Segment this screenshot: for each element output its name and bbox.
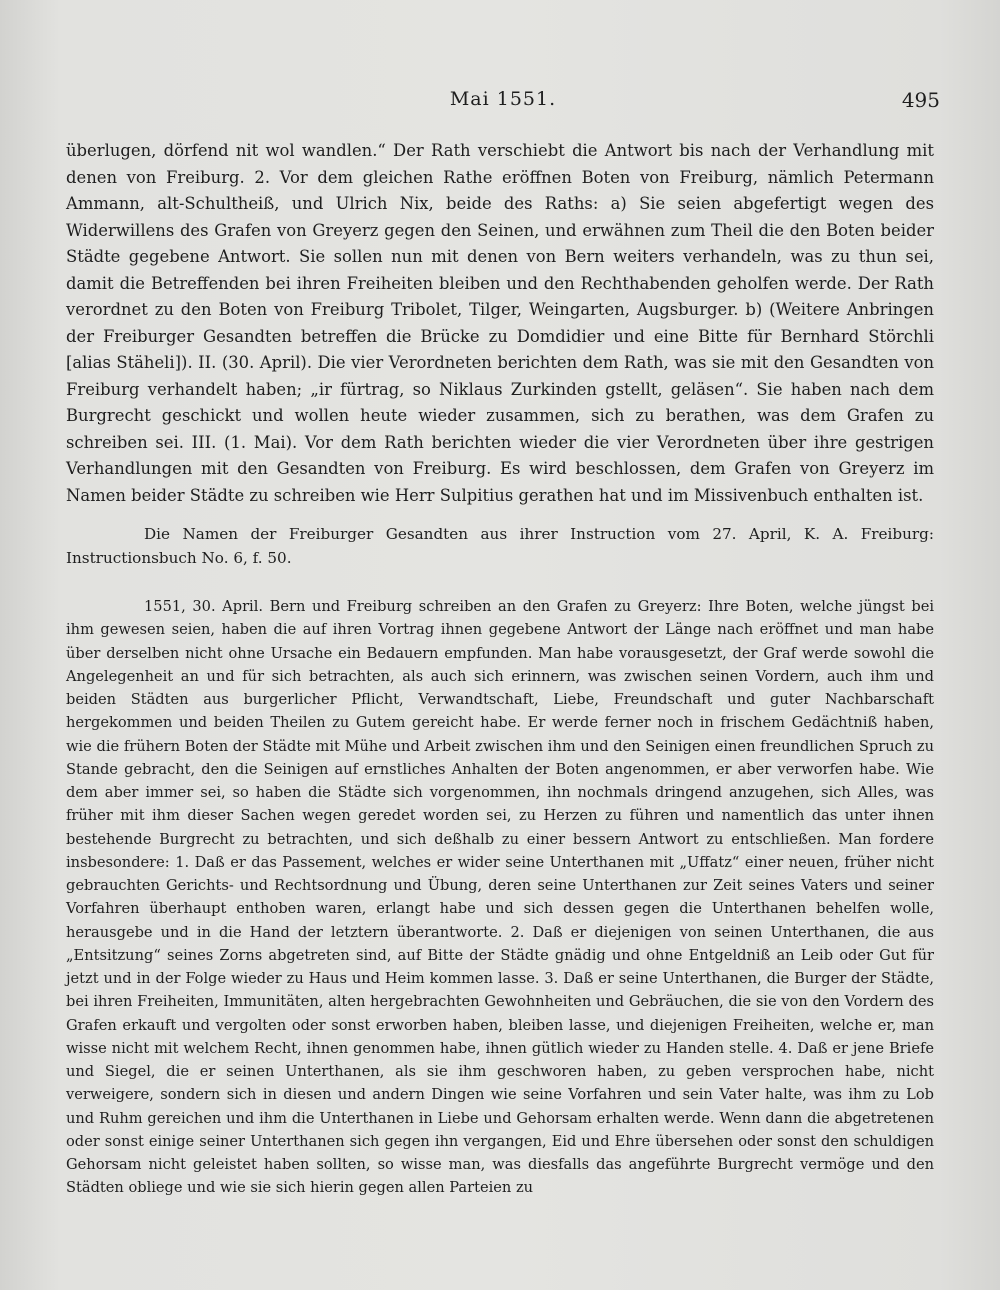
paragraph-letter-to-count: 1551, 30. April. Bern und Freiburg schreiben an den Grafen zu Greyerz: Ihre Boten, welche jüngst bei ihm gewesen seien, haben die auf ihren Vortrag ihnen gegebene Antwort der Länge nach eröffnet und man habe über derselben nicht ohne Ursache ein Bedauern empfunden. Man habe vorausgesetzt, der Graf werde sowohl die Angelegenheit an und für sich betrachten, als auch sich erinnern, was zwischen seinen Vordern, auch ihm und beiden Städten aus burgerlicher Pflicht, Verwandtschaft, Liebe, Freundschaft und guter Nachbarschaft hergekommen und beiden Theilen zu Gutem gereicht habe. Er werde ferner noch in frischem Gedächtniß haben, wie die frühern Boten der Städte mit Mühe und Arbeit zwischen ihm und den Seinigen einen freundlichen Spruch zu Stande gebracht, den die Seinigen auf ernstliches Anhalten der Boten angenommen, er aber verworfen habe. Wie dem aber immer sei, so haben die Städte sich vorgenommen, ihn nochmals dringend anzugehen, sich Alles, was früher mit ihm dieser Sachen wegen geredet worden sei, zu Herzen zu führen und namentlich das unter ihnen bestehende Burgrecht zu betrachten, und sich deßhalb zu einer bessern Antwort zu entschließen. Man fordere insbesondere: 1. Daß er das Passement, welches er wider seine Unterthanen mit „Uffatz“ einer neuen, früher nicht gebrauchten Gerichts- und Rechtsordnung und Übung, deren seine Unterthanen zur Zeit seines Vaters und seiner Vorfahren überhaupt enthoben waren, erlangt habe und sich dessen gegen die Unterthanen behelfen wolle, herausgebe und in die Hand der letztern überantworte. 2. Daß er diejenigen von seinen Unterthanen, die aus „Entsitzung“ seines Zorns abgetreten sind, auf Bitte der Städte gnädig und ohne Entgeldniß an Leib oder Gut für jetzt und in der Folge wieder zu Haus und Heim kommen lasse. 3. Daß er seine Unterthanen, die Burger der Städte, bei ihren Freiheiten, Immunitäten, alten hergebrachten Gewohnheiten und Gebräuchen, die sie von den Vordern des Grafen erkauft und vergolten oder sonst erworben haben, bleiben lasse, und diejenigen Freiheiten, welche er, man wisse nicht mit welchem Recht, ihnen genommen habe, ihnen gütlich wieder zu Handen stelle. 4. Daß er jene Briefe und Siegel, die er seinen Unterthanen, als sie ihm geschworen haben, zu geben versprochen habe, nicht verweigere, sondern sich in diesen und andern Dingen wie seine Vorfahren und sein Vater halte, was ihm zu Lob und Ruhm gereichen und ihm die Unterthanen in Liebe und Gehorsam erhalten werde. Wenn dann die abgetretenen oder sonst einige seiner Unterthanen sich gegen ihn vergangen, Eid und Ehre übersehen oder sonst den schuldigen Gehorsam nicht geleistet haben sollten, so wisse man, was diesfalls das angeführte Burgrecht vermöge und den Städten obliege und wie sie sich hierin gegen allen Parteien zu <box>66 598 934 1197</box>
running-head: Mai 1551. <box>449 88 557 110</box>
paragraph-council-proceedings: überlugen, dörfend nit wol wandlen.“ Der Rath verschiebt die Antwort bis nach der Verhandlung mit denen von Freiburg. 2. Vor dem gleichen Rathe eröffnen Boten von Freiburg, nämlich Petermann Ammann, alt-Schultheiß, und Ulrich Nix, beide des Raths: a) Sie seien abgefertigt wegen des Widerwillens des Grafen von Greyerz gegen den Seinen, und erwähnen zum Theil die den Boten beider Städte gegebene Antwort. Sie sollen nun mit denen von Bern weiters verhandeln, was zu thun sei, damit die Betreffenden bei ihren Freiheiten bleiben und den Rechthabenden geholfen werde. Der Rath verordnet zu den Boten von Freiburg Tribolet, Tilger, Weingarten, Augsburger. b) (Weitere Anbringen der Freiburger Gesandten betreffen die Brücke zu Domdidier und eine Bitte für Bernhard Störchli [alias Stäheli]). II. (30. April). Die vier Verordneten berichten dem Rath, was sie mit den Gesandten von Freiburg verhandelt haben; „ir fürtrag, so Niklaus Zurkinden gstellt, geläsen“. Sie haben nach dem Burgrecht geschickt und wollen heute wieder zusammen, sich zu berathen, was dem Grafen zu schreiben sei. III. (1. Mai). Vor dem Rath berichten wieder die vier Verordneten über ihre gestrigen Verhandlungen mit den Gesandten von Freiburg. Es wird beschlossen, dem Grafen von Greyerz im Namen beider Städte zu schreiben wie Herr Sulpitius gerathen hat und im Missivenbuch enthalten ist. <box>66 141 934 505</box>
page-header <box>66 88 940 122</box>
paragraph-source-note: Die Namen der Freiburger Gesandten aus ihrer Instruction vom 27. April, K. A. Freiburg: Instructionsbuch No. 6, f. 50. <box>66 525 934 567</box>
page-number: 495 <box>901 88 940 112</box>
